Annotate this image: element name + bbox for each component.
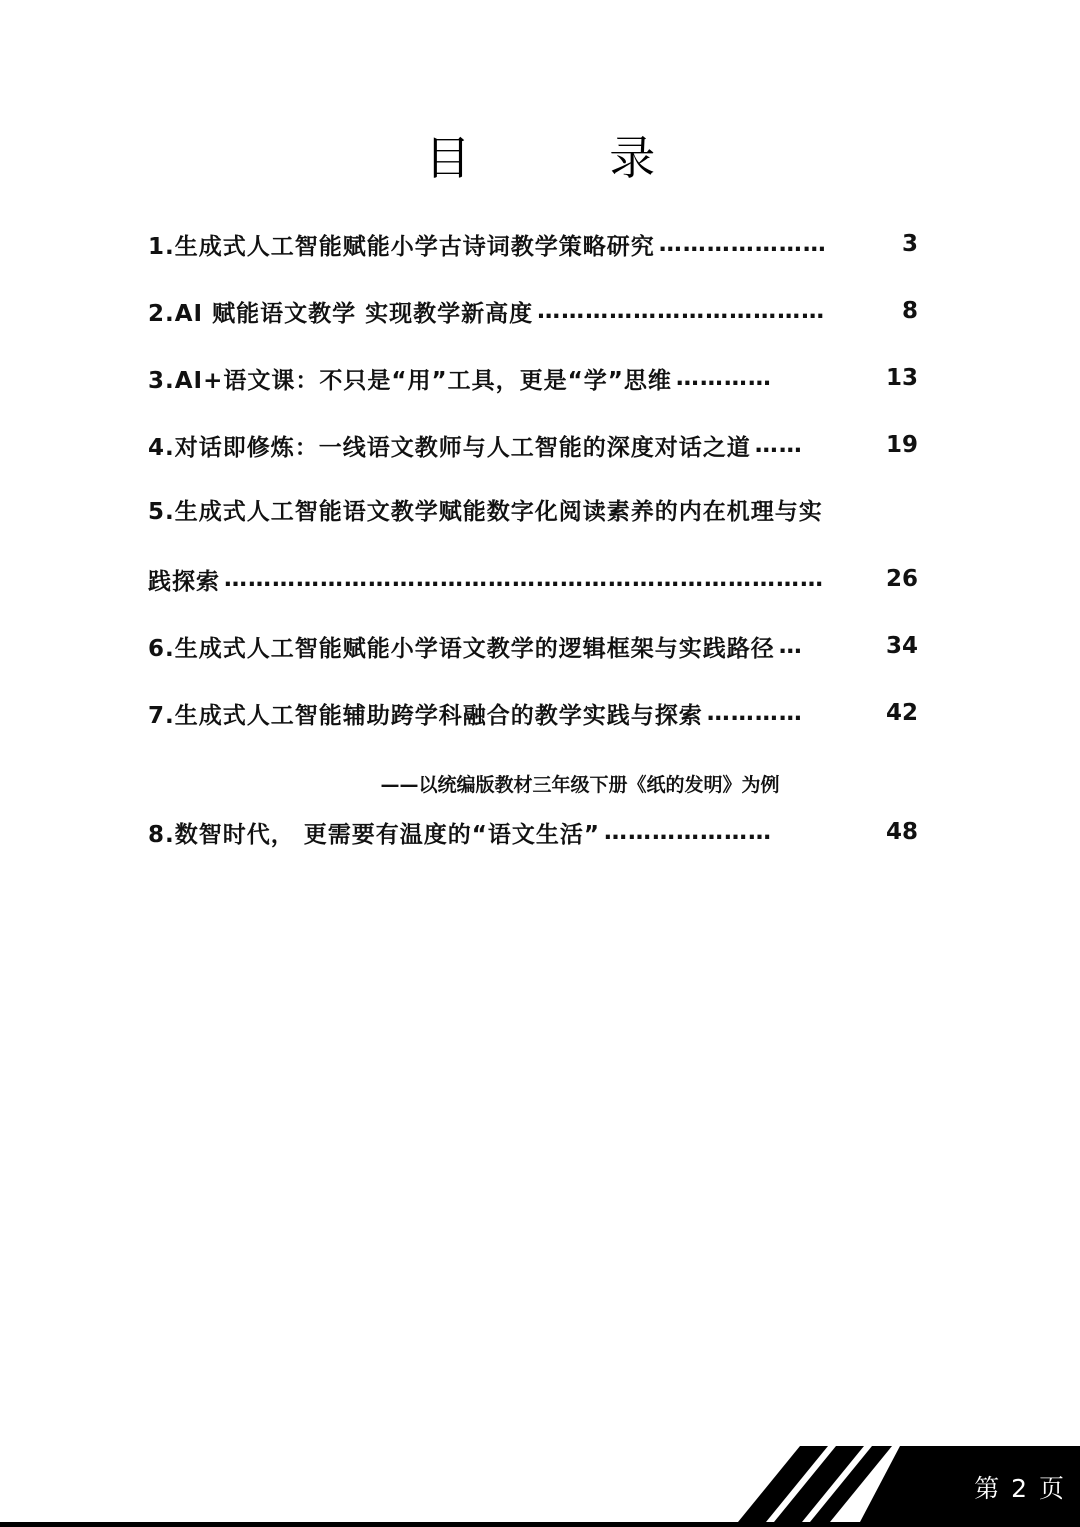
dot-leader: ………………………………………………………………… [224,566,824,592]
dot-leader: …… [754,432,803,458]
toc-entry-2[interactable] [148,291,918,331]
dot-leader: ………………… [658,231,827,257]
toc-entry-page: 19 [885,432,918,458]
toc-entry-7[interactable] [148,693,918,733]
toc-entry-label: 7.生成式人工智能辅助跨学科融合的教学实践与探索 [148,702,703,729]
toc-entry-page: 48 [885,819,918,845]
toc-entry-3[interactable] [148,358,918,398]
toc-entry-label: 践探索 [148,568,220,595]
toc-entry-label: 3.AI+语文课：不只是“用”工具，更是“学”思维 [148,367,672,394]
toc-entry-5-line-1[interactable] [148,492,918,532]
toc-entry-page: 26 [885,566,918,592]
toc-entry-8[interactable] [148,812,918,852]
toc-entry-6[interactable] [148,626,918,666]
toc-entry-label: 8.数智时代， 更需要有温度的“语文生活” [148,821,600,848]
toc-entry-page: 34 [885,633,918,659]
footer-rule [0,1522,1080,1527]
footer-band [0,1446,1080,1527]
toc-entry-4[interactable] [148,425,918,465]
toc-entry-1[interactable] [148,224,918,264]
page-number-label: 第 2 页 [974,1474,1066,1503]
toc-entry-page: 8 [901,298,918,324]
dot-leader: … [778,633,803,659]
toc-entry-label: 5.生成式人工智能语文教学赋能数字化阅读素养的内在机理与实 [148,499,823,525]
toc-entry-page: 42 [885,700,918,726]
toc-entry-label: 1.生成式人工智能赋能小学古诗词教学策略研究 [148,233,655,260]
dot-leader: ………… [706,700,803,726]
dot-leader: ………………… [603,819,772,845]
dot-leader: ……………………………… [537,298,826,324]
toc-entry-label: 6.生成式人工智能赋能小学语文教学的逻辑框架与实践路径 [148,635,775,662]
toc-entry-page: 3 [901,231,918,257]
toc-title: 目 录 [424,131,718,185]
toc-entry-page: 13 [885,365,918,391]
dot-leader: ………… [675,365,772,391]
toc-entry-5-line-2[interactable] [148,559,918,599]
toc-entry-7-subtitle: ——以统编版教材三年级下册《纸的发明》为例 [380,774,780,796]
toc-entry-label: 2.AI 赋能语文教学 实现教学新高度 [148,300,534,327]
toc-entry-label: 4.对话即修炼：一线语文教师与人工智能的深度对话之道 [148,434,751,461]
